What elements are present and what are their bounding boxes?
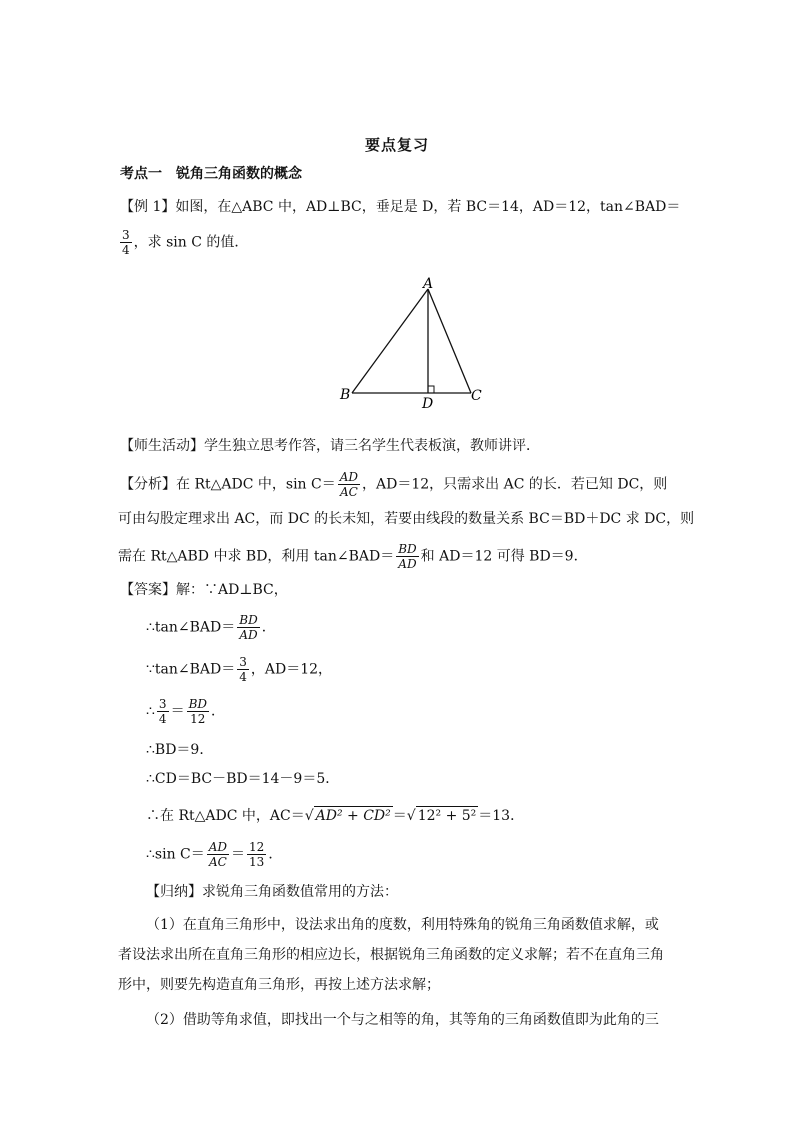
example-line-1: [120, 198, 680, 216]
analysis-text-1a: 在 Rt△ADC 中，sin C＝: [176, 476, 336, 493]
answer-text-3a: ∵tan∠BAD＝: [146, 661, 236, 678]
answer-line-8: [146, 840, 282, 869]
fraction-denominator: 4: [122, 243, 130, 257]
page-title: 要点复习: [364, 136, 429, 154]
label-a: A: [423, 276, 434, 292]
answer-line-5: ∴BD＝9．: [146, 742, 214, 758]
example-line-2: [118, 228, 248, 257]
summary-line: [146, 883, 398, 901]
label-b: B: [340, 387, 351, 403]
fraction-denominator: 12: [190, 712, 206, 726]
fraction-numerator: BD: [188, 697, 208, 711]
analysis-line-2: 可由勾股定理求出 AC，而 DC 的长未知，若要由线段的数量关系 BC＝BD＋DC 求 DC，则: [118, 511, 695, 527]
answer-fraction-8a: [207, 840, 229, 869]
summary-p1-line-3: 形中，则要先构造直角三角形，再按上述方法求解；: [118, 977, 440, 993]
example-label: 【例 1】: [120, 199, 176, 215]
answer-fraction-4b: [187, 697, 209, 726]
sqrt-expression-1: AD² + CD²: [315, 808, 391, 824]
fraction-denominator: AC: [339, 485, 358, 499]
example-text-2: ，求 sin C 的值．: [133, 234, 249, 251]
equals-sign: ＝: [392, 808, 407, 824]
fraction-numerator: 3: [239, 655, 247, 669]
right-angle-mark: [428, 386, 434, 393]
analysis-fraction-1: [338, 470, 360, 499]
activity-text: 学生独立思考作答，请三名学生代表板演，教师讲评．: [204, 438, 540, 454]
answer-text-8a: ∴sin C＝: [146, 846, 205, 863]
fraction-denominator: AC: [208, 855, 227, 869]
answer-text-2a: ∴tan∠BAD＝: [146, 619, 236, 636]
analysis-text-3a: 需在 Rt△ABD 中求 BD，利用 tan∠BAD＝: [118, 548, 395, 565]
analysis-line-1: [120, 470, 667, 499]
summary-p2-line-1: （2）借助等角求值，即找出一个与之相等的角，其等角的三角函数值即为此角的三: [146, 1012, 659, 1028]
answer-text-8b: ．: [268, 846, 283, 863]
answer-text-4a: ∴: [146, 703, 155, 720]
answer-fraction-8b: [247, 840, 266, 869]
answer-line-2: [146, 613, 276, 642]
label-d: D: [422, 396, 434, 412]
fraction-numerator: 3: [158, 697, 167, 711]
answer-fraction-2: [237, 613, 259, 642]
sqrt-expression-2: 12² + 5²: [417, 808, 477, 824]
answer-text-1: 解：∵AD⊥BC，: [176, 582, 288, 598]
fraction-denominator: 4: [239, 670, 247, 684]
fraction-numerator: 3: [122, 228, 130, 242]
sqrt-sign: √: [406, 808, 416, 824]
example-text-1: 如图，在△ABC 中，AD⊥BC，垂足是 D，若 BC＝14，AD＝12，tan∠BAD＝: [175, 199, 681, 215]
segment-ab: [352, 289, 428, 393]
example-fraction: [120, 228, 132, 257]
analysis-text-3b: 和 AD＝12 可得 BD＝9．: [420, 548, 588, 565]
fraction-denominator: AD: [239, 628, 258, 642]
equals-sign: ＝: [231, 846, 246, 863]
activity-label: 【师生活动】: [120, 438, 204, 454]
sqrt-sign: √: [304, 808, 314, 824]
answer-label: 【答案】: [120, 582, 176, 598]
fraction-denominator: 13: [249, 855, 265, 869]
fraction-numerator: BD: [398, 542, 417, 556]
analysis-label: 【分析】: [120, 476, 176, 493]
segment-ac: [428, 289, 471, 393]
summary-label: 【归纳】: [146, 884, 202, 900]
fraction-denominator: AD: [398, 557, 417, 571]
fraction-numerator: AD: [339, 470, 359, 484]
analysis-line-3: [118, 542, 588, 571]
fraction-denominator: 4: [158, 712, 167, 726]
answer-line-6: ∴CD＝BC－BD＝14－9＝5．: [146, 771, 340, 787]
section-heading: 考点一 锐角三角函数的概念: [120, 166, 302, 182]
answer-text-2b: ．: [261, 619, 276, 636]
answer-fraction-4a: [157, 697, 169, 726]
summary-p1-line-2: 者设法求出所在直角三角形的相应边长，根据锐角三角函数的定义求解；若不在直角三角: [118, 947, 664, 963]
fraction-numerator: AD: [208, 840, 228, 854]
equals-sign: ＝: [170, 703, 185, 720]
answer-line-4: [146, 697, 225, 726]
summary-p1-line-1: （1）在直角三角形中，设法求出角的度数，利用特殊角的锐角三角函数值求解，或: [146, 917, 659, 933]
summary-text: 求锐角三角函数值常用的方法：: [202, 884, 398, 900]
answer-text-4b: ．: [211, 703, 226, 720]
answer-text-7b: ＝13．: [478, 808, 525, 824]
fraction-numerator: BD: [239, 613, 258, 627]
answer-line-1: [120, 581, 288, 599]
label-c: C: [471, 388, 482, 404]
fraction-numerator: 12: [249, 840, 265, 854]
answer-text-3b: ，AD＝12，: [250, 661, 333, 678]
triangle-figure: [330, 272, 490, 412]
activity-line: [120, 437, 540, 455]
answer-line-7: [146, 806, 524, 825]
analysis-text-1b: ，AD＝12，只需求出 AC 的长．若已知 DC，则: [362, 476, 668, 493]
answer-text-7a: ∴在 Rt△ADC 中，AC＝: [146, 808, 305, 824]
answer-line-3: [146, 655, 332, 684]
analysis-fraction-3: [396, 542, 418, 571]
answer-fraction-3: [237, 655, 249, 684]
